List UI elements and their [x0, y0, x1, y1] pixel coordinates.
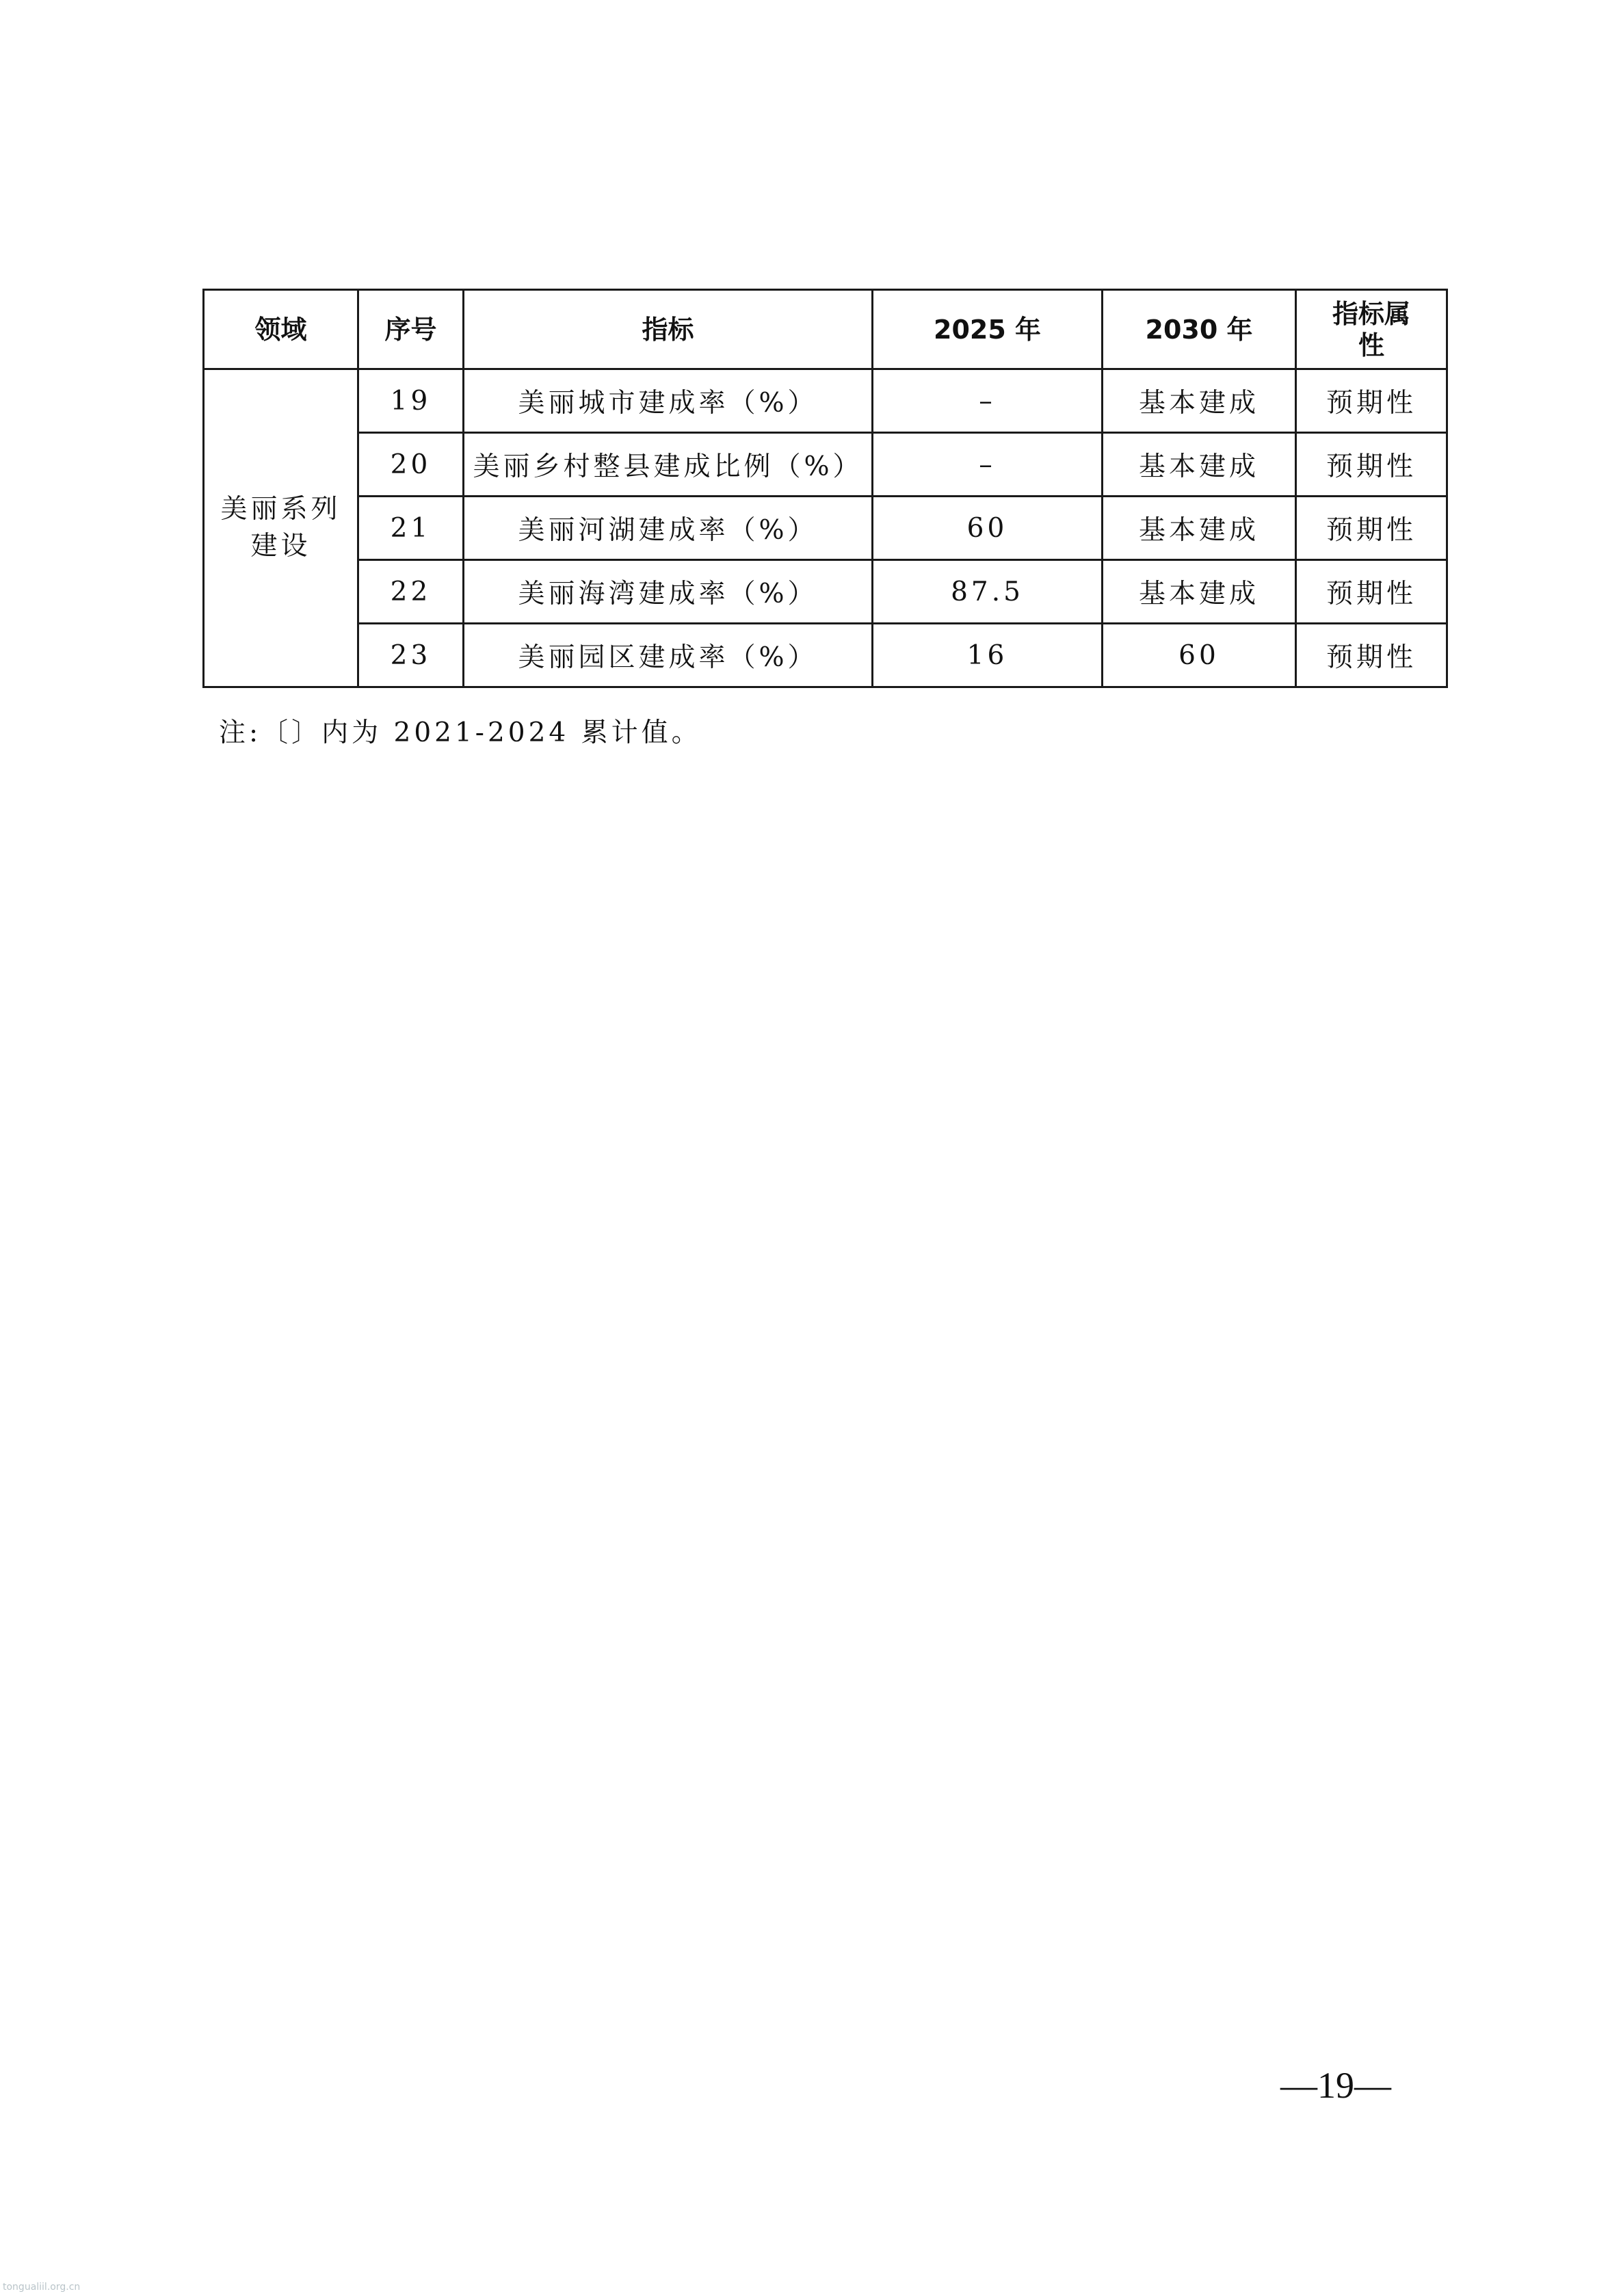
- attribute-cell: 预期性: [1296, 497, 1447, 560]
- value-2030-cell: 基本建成: [1103, 433, 1296, 497]
- value-2030-cell: 60: [1103, 624, 1296, 687]
- table-row: [204, 560, 1447, 624]
- domain-line1: 美丽系列: [220, 494, 341, 525]
- indicator-cell: 美丽园区建成率（%）: [464, 624, 873, 687]
- value-2030-cell: 基本建成: [1103, 497, 1296, 560]
- header-attribute-line1: 指标属: [1332, 298, 1410, 329]
- table-note: 注:〔〕内为 2021-2024 累计值。: [219, 717, 702, 748]
- header-2025: 2025 年: [873, 290, 1103, 369]
- watermark-text: tongualiil.org.cn: [3, 2282, 81, 2293]
- header-row: [204, 290, 1447, 369]
- table-header: [204, 290, 1447, 369]
- table-row: [204, 433, 1447, 497]
- seq-cell: 20: [358, 433, 464, 497]
- value-2025-cell: 60: [873, 497, 1103, 560]
- header-attribute-line2: 性: [1358, 330, 1384, 360]
- attribute-cell: 预期性: [1296, 624, 1447, 687]
- page-number: —19—: [1280, 2065, 1391, 2106]
- domain-cell: [204, 369, 358, 687]
- table-row: [204, 369, 1447, 433]
- table-body: [204, 369, 1447, 687]
- indicator-table: [202, 289, 1448, 688]
- value-2025-cell: –: [873, 369, 1103, 433]
- value-2025-cell: 87.5: [873, 560, 1103, 624]
- attribute-cell: 预期性: [1296, 433, 1447, 497]
- indicator-cell: 美丽城市建成率（%）: [464, 369, 873, 433]
- domain-line2: 建设: [250, 531, 311, 562]
- value-2025-cell: 16: [873, 624, 1103, 687]
- header-seq: 序号: [358, 290, 464, 369]
- seq-cell: 19: [358, 369, 464, 433]
- indicator-cell: 美丽海湾建成率（%）: [464, 560, 873, 624]
- indicator-cell: 美丽河湖建成率（%）: [464, 497, 873, 560]
- table-row: [204, 497, 1447, 560]
- header-indicator: 指标: [464, 290, 873, 369]
- table-row: [204, 624, 1447, 687]
- seq-cell: 22: [358, 560, 464, 624]
- attribute-cell: 预期性: [1296, 369, 1447, 433]
- header-domain: 领域: [204, 290, 358, 369]
- seq-cell: 23: [358, 624, 464, 687]
- value-2030-cell: 基本建成: [1103, 369, 1296, 433]
- value-2025-cell: –: [873, 433, 1103, 497]
- value-2030-cell: 基本建成: [1103, 560, 1296, 624]
- header-attribute: [1296, 290, 1447, 369]
- indicator-cell: 美丽乡村整县建成比例（%）: [464, 433, 873, 497]
- attribute-cell: 预期性: [1296, 560, 1447, 624]
- seq-cell: 21: [358, 497, 464, 560]
- header-2030: 2030 年: [1103, 290, 1296, 369]
